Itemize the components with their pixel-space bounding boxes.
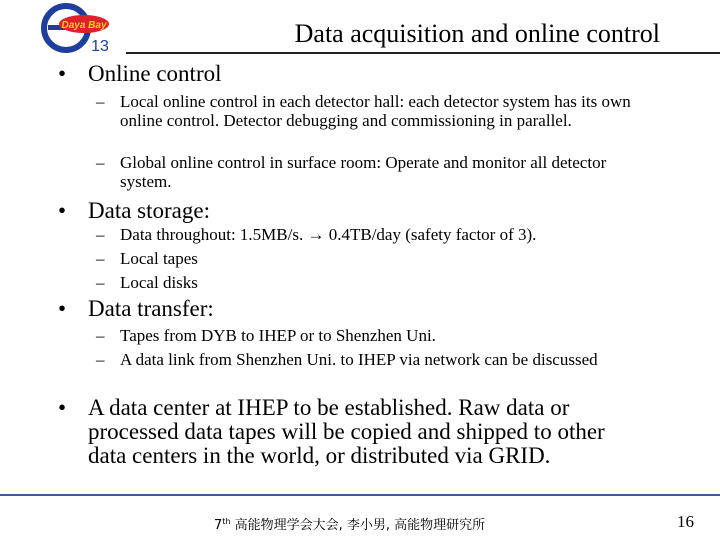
dash-icon: – [96, 326, 105, 345]
dash-icon: – [96, 153, 105, 172]
bullet-text: A data center at IHEP to be established. Raw data or processed data tapes will be copied and shipped to other data centers in the world, or distributed via GRID. [88, 395, 605, 468]
bullet-data-center [58, 395, 648, 468]
logo-number: 13 [91, 38, 109, 54]
sub-bullet-text: Tapes from DYB to IHEP or to Shenzhen Uni. [120, 326, 436, 345]
footer-superscript: th [222, 517, 231, 526]
sub-bullet-text: Data throughout: 1.5MB/s. → 0.4TB/day (safety factor of 3). [120, 225, 537, 244]
footer-number: 7 [214, 518, 223, 533]
dash-icon: – [96, 273, 105, 292]
sub-bullet [96, 92, 660, 130]
sub-bullet-text: Local online control in each detector hall: each detector system has its own online control. Detector debugging and commissioning in parallel. [120, 92, 631, 130]
bullet-dot-icon: • [58, 395, 67, 420]
sub-bullet [96, 249, 660, 268]
footer-label: 高能物理学会大会, 李小男, 高能物理研究所 [230, 518, 486, 533]
bullet-online-control [58, 61, 222, 86]
sub-bullet [96, 273, 660, 292]
slide-title: Data acquisition and online control [294, 19, 660, 48]
footer-text [214, 514, 485, 534]
sub-bullet [96, 225, 660, 244]
dash-icon: – [96, 350, 105, 369]
sub-bullet [96, 326, 660, 345]
logo-brand-text: Daya Bay [61, 20, 107, 31]
bullet-text: Data storage: [88, 198, 210, 223]
bullet-data-storage [58, 198, 210, 223]
dash-icon: – [96, 92, 105, 111]
bullet-text: Online control [88, 61, 222, 86]
bullet-dot-icon: • [58, 61, 67, 86]
bullet-data-transfer [58, 296, 214, 321]
bullet-dot-icon: • [58, 296, 67, 321]
sub-bullet-text: Local tapes [120, 249, 198, 268]
sub-bullet [96, 350, 620, 369]
sub-bullet-text: Local disks [120, 273, 198, 292]
dash-icon: – [96, 225, 105, 244]
footer-divider [0, 494, 720, 496]
sub-bullet-text: Global online control in surface room: Operate and monitor all detector system. [120, 153, 607, 191]
bullet-text: Data transfer: [88, 296, 214, 321]
page-number: 16 [677, 512, 694, 531]
bullet-dot-icon: • [58, 198, 67, 223]
sub-bullet [96, 153, 660, 191]
sub-bullet-text: A data link from Shenzhen Uni. to IHEP via network can be discussed [120, 350, 598, 369]
dash-icon: – [96, 249, 105, 268]
